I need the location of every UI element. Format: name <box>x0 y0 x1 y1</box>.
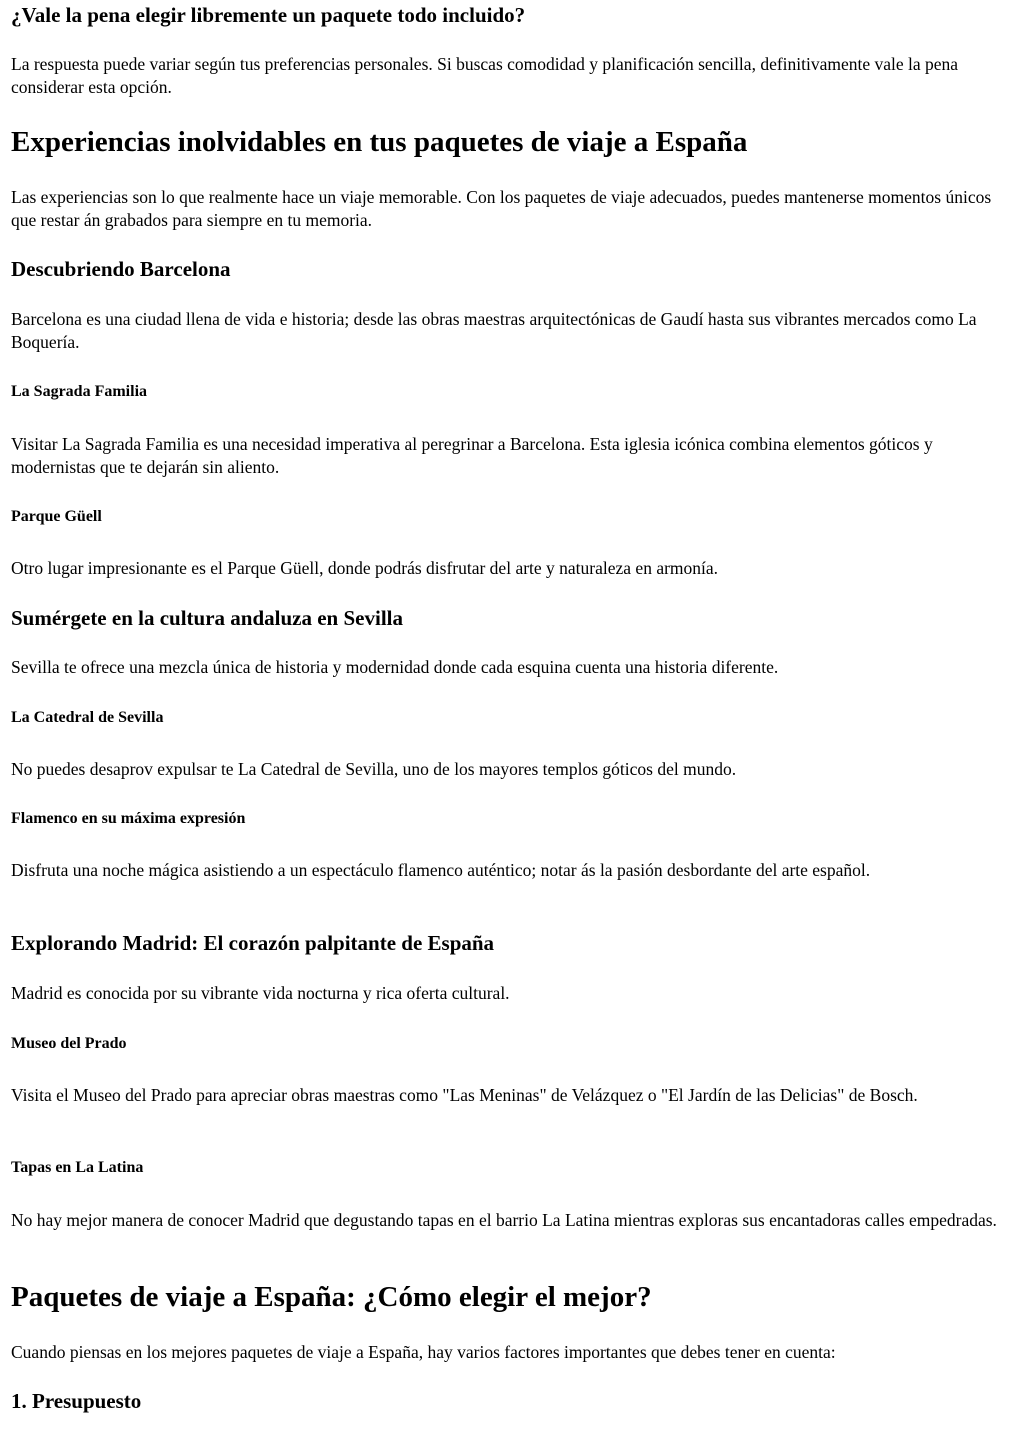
paragraph-respuesta: La respuesta puede variar según tus preferencias personales. Si buscas comodidad y planificación sencilla, definitivamente vale la pena considerar esta opción. <box>11 54 959 97</box>
paragraph-sevilla: Sevilla te ofrece una mezcla única de historia y modernidad donde cada esquina cuenta una historia diferente. <box>11 657 779 677</box>
paragraph-tapas-latina: No hay mejor manera de conocer Madrid que degustando tapas en el barrio La Latina mientras exploras sus encantadoras calles empedradas. <box>11 1210 997 1230</box>
heading-experiencias: Experiencias inolvidables en tus paquetes de viaje a España <box>11 126 748 158</box>
heading-catedral-sevilla: La Catedral de Sevilla <box>11 709 164 726</box>
paragraph-catedral-sevilla: No puedes desaprov expulsar te La Catedral de Sevilla, uno de los mayores templos góticos del mundo. <box>11 759 737 779</box>
paragraph-parque-guell: Otro lugar impresionante es el Parque Güell, donde podrás disfrutar del arte y naturaleza en armonía. <box>11 558 719 578</box>
heading-sagrada-familia: La Sagrada Familia <box>11 383 148 400</box>
heading-presupuesto: 1. Presupuesto <box>11 1389 142 1413</box>
paragraph-sagrada-familia: Visitar La Sagrada Familia es una necesidad imperativa al peregrinar a Barcelona. Esta iglesia icónica combina elementos góticos y modernistas que te dejarán sin aliento. <box>11 434 933 477</box>
heading-flamenco: Flamenco en su máxima expresión <box>11 810 246 827</box>
heading-barcelona: Descubriendo Barcelona <box>11 257 231 281</box>
paragraph-museo-prado: Visita el Museo del Prado para apreciar obras maestras como "Las Meninas" de Velázquez o "El Jardín de las Delicias" de Bosch. <box>11 1085 918 1105</box>
paragraph-experiencias: Las experiencias son lo que realmente hace un viaje memorable. Con los paquetes de viaje adecuados, puedes mantenerse momentos únicos que restar án grabados para siempre en tu memoria. <box>11 187 992 230</box>
heading-museo-prado: Museo del Prado <box>11 1035 127 1052</box>
paragraph-factores: Cuando piensas en los mejores paquetes de viaje a España, hay varios factores importantes que debes tener en cuenta: <box>11 1342 836 1362</box>
paragraph-flamenco: Disfruta una noche mágica asistiendo a un espectáculo flamenco auténtico; notar ás la pasión desbordante del arte español. <box>11 860 871 880</box>
heading-tapas-latina: Tapas en La Latina <box>11 1159 144 1176</box>
heading-como-elegir: Paquetes de viaje a España: ¿Cómo elegir el mejor? <box>11 1281 652 1313</box>
heading-madrid: Explorando Madrid: El corazón palpitante de España <box>11 931 495 955</box>
heading-sevilla: Sumérgete en la cultura andaluza en Sevilla <box>11 606 403 630</box>
paragraph-madrid: Madrid es conocida por su vibrante vida nocturna y rica oferta cultural. <box>11 983 510 1003</box>
heading-todo-incluido: ¿Vale la pena elegir libremente un paquete todo incluido? <box>11 3 526 27</box>
paragraph-barcelona: Barcelona es una ciudad llena de vida e historia; desde las obras maestras arquitectónicas de Gaudí hasta sus vibrantes mercados como La Boquería. <box>11 309 977 352</box>
heading-parque-guell: Parque Güell <box>11 508 102 525</box>
